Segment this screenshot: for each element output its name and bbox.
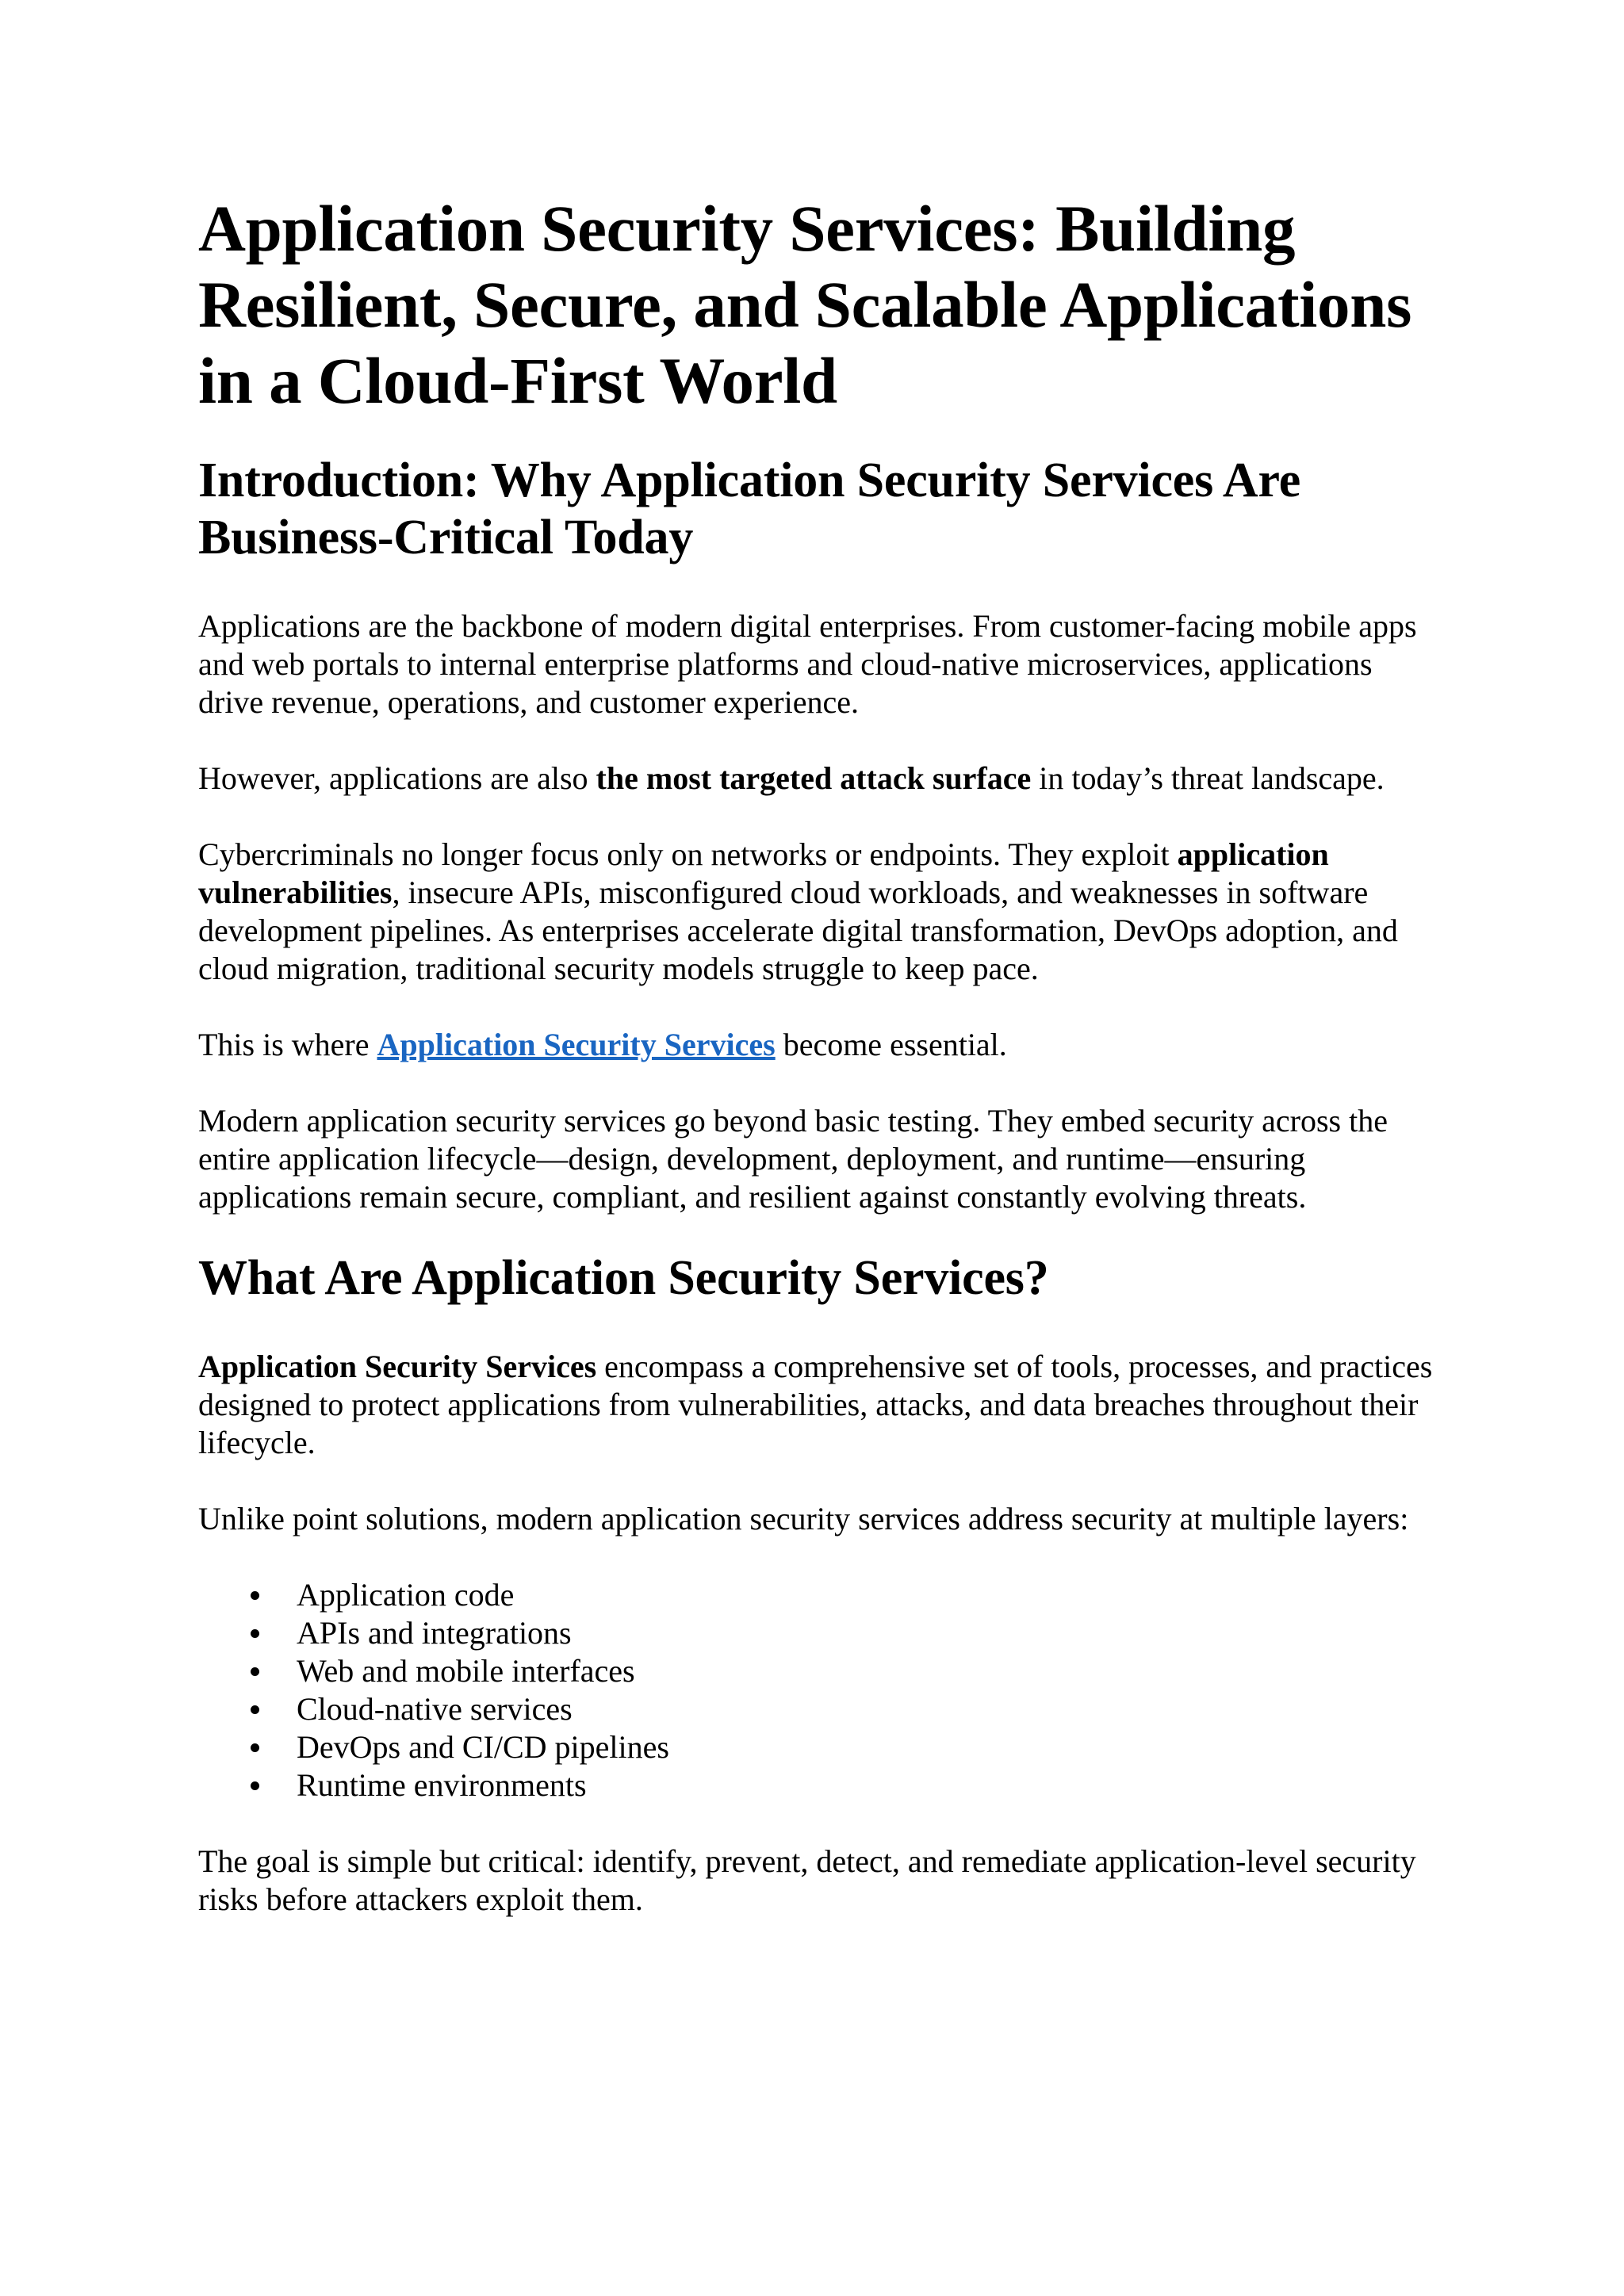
what-p1-bold-phrase: Application Security Services — [198, 1349, 597, 1384]
bullet-icon — [251, 1743, 259, 1752]
list-item-label: Web and mobile interfaces — [297, 1653, 635, 1689]
intro-p3-text-start: Cybercriminals no longer focus only on networks or endpoints. They exploit — [198, 836, 1178, 872]
intro-paragraph-5: Modern application security services go beyond basic testing. They embed security across the entire application lifecycle—design, development, deployment, and runtime—ensuring applications remain secure, compliant, and resilient against constantly evolving threats. — [198, 1103, 1388, 1215]
list-item-label: DevOps and CI/CD pipelines — [297, 1729, 669, 1765]
intro-p2-text-end: in today’s threat landscape. — [1031, 760, 1385, 796]
intro-p3-bold-phrase: application vulnerabilities — [198, 836, 1329, 910]
intro-heading: Introduction: Why Application Security Services Are Business-Critical Today — [198, 453, 1301, 564]
what-paragraph-2: Unlike point solutions, modern application security services address security at multiple layers: — [198, 1501, 1409, 1536]
list-item-label: APIs and integrations — [297, 1615, 572, 1651]
intro-paragraph-4 — [198, 1026, 1435, 1064]
list-item — [198, 1766, 1435, 1804]
intro-p3-text-end: , insecure APIs, misconfigured cloud workloads, and weaknesses in software development pipelines. As enterprises accelerate digital transformation, DevOps adoption, and cloud migration, traditional security models struggle to keep pace. — [198, 874, 1398, 986]
bullet-icon — [251, 1591, 259, 1600]
list-item — [198, 1576, 1435, 1614]
bullet-icon — [251, 1667, 259, 1676]
bullet-icon — [251, 1705, 259, 1714]
document-title: Application Security Services: Building Resilient, Secure, and Scalable Applications in a Cloud-First World — [198, 192, 1412, 417]
intro-p2-bold-phrase: the most targeted attack surface — [596, 760, 1032, 796]
list-item — [198, 1690, 1435, 1728]
what-paragraph-3: The goal is simple but critical: identify, prevent, detect, and remediate application-level security risks before attackers exploit them. — [198, 1843, 1416, 1917]
what-paragraph-1 — [198, 1348, 1435, 1462]
list-item-label: Cloud-native services — [297, 1691, 573, 1727]
document-page — [198, 190, 1435, 1919]
intro-p4-text-end: become essential. — [775, 1027, 1007, 1062]
list-item-label: Application code — [297, 1577, 515, 1613]
what-heading: What Are Application Security Services? — [198, 1251, 1049, 1305]
bullet-icon — [251, 1781, 259, 1790]
intro-paragraph-2 — [198, 760, 1435, 798]
intro-paragraph-3 — [198, 836, 1435, 988]
list-item — [198, 1614, 1435, 1652]
list-item-label: Runtime environments — [297, 1767, 587, 1803]
intro-paragraph-1: Applications are the backbone of modern digital enterprises. From customer-facing mobile apps and web portals to internal enterprise platforms and cloud-native microservices, applications drive revenue, operations, and customer experience. — [198, 608, 1417, 720]
list-item — [198, 1728, 1435, 1766]
intro-p2-text-start: However, applications are also — [198, 760, 596, 796]
bullet-icon — [251, 1629, 259, 1638]
what-p1-text: encompass a comprehensive set of tools, processes, and practices designed to protect applications from vulnerabilities, attacks, and data breaches throughout their lifecycle. — [198, 1349, 1433, 1460]
security-layers-list — [198, 1576, 1435, 1804]
intro-p4-text-start: This is where — [198, 1027, 377, 1062]
application-security-services-link[interactable]: Application Security Services — [377, 1027, 776, 1062]
list-item — [198, 1652, 1435, 1690]
